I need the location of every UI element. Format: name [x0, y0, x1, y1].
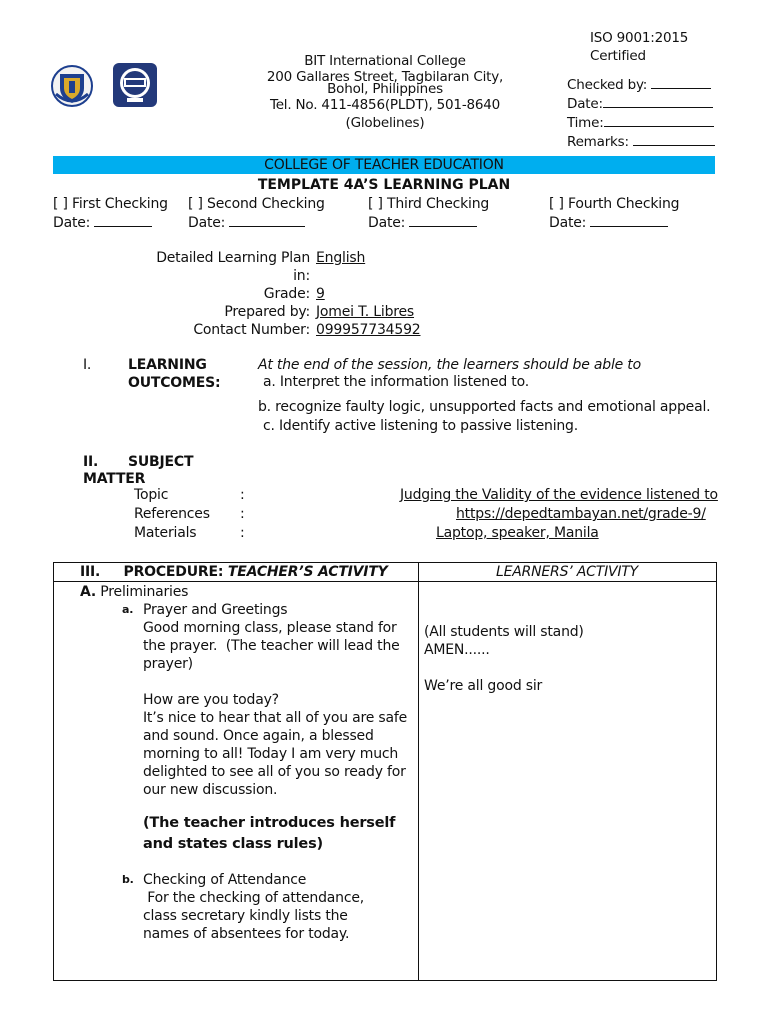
teacher-activity-heading: TEACHER’S ACTIVITY [227, 564, 388, 580]
prayer-line-3: prayer) [143, 656, 193, 672]
greeting-line-6: our new discussion. [143, 782, 278, 798]
contact-number-label: Contact Number: [193, 322, 310, 338]
greeting-line-3: and sound. Once again, a blessed [143, 728, 374, 744]
grade-label: Grade: [263, 286, 310, 302]
address-line-2: Bohol, Philippines [327, 81, 443, 97]
table-column-divider [418, 563, 419, 980]
checking-3-date: Date: [368, 215, 406, 231]
checking-1 [53, 195, 168, 233]
sub-b-title: Checking of Attendance [143, 872, 307, 888]
date-label: Date: [567, 96, 603, 112]
learners-activity-cell [424, 583, 714, 695]
plan-label-line-1: Detailed Learning Plan [156, 250, 310, 266]
table-header-divider [54, 581, 716, 582]
iso-line-2: Certified [590, 48, 646, 64]
prayer-line-1: Good morning class, please stand for [143, 620, 397, 636]
materials-label: Materials [134, 525, 197, 541]
outcomes-heading-line-1: LEARNING [128, 357, 207, 373]
checking-1-label: [ ] First Checking [53, 196, 168, 212]
outcomes-heading [128, 356, 220, 392]
time-blank [604, 114, 714, 127]
section-a-title: Preliminaries [100, 584, 189, 600]
greeting-line-5: delighted to see all of you so ready for [143, 764, 406, 780]
checking-4-blank [590, 214, 668, 227]
checking-4-date: Date: [549, 215, 587, 231]
checking-2 [188, 195, 325, 233]
section-a-letter: A. [80, 584, 97, 600]
checking-1-date: Date: [53, 215, 91, 231]
contact-number-value: 099957734592 [316, 322, 421, 338]
outcomes-heading-line-2: OUTCOMES: [128, 375, 221, 391]
plan-label [150, 249, 316, 285]
plan-label-line-2: in: [293, 268, 310, 284]
college-banner-text: COLLEGE OF TEACHER EDUCATION [264, 157, 504, 173]
sub-b-letter: b. [122, 873, 134, 886]
learner-response-1: (All students will stand) [424, 624, 584, 640]
attendance-line-2: class secretary kindly lists the [143, 908, 348, 924]
greeting-line-2: It’s nice to hear that all of you are safe [143, 710, 408, 726]
iso-certification [590, 29, 688, 65]
grade-value: 9 [316, 286, 325, 302]
references-colon: : [240, 506, 245, 522]
checked-by-label: Checked by: [567, 77, 648, 93]
attendance-line-3: names of absentees for today. [143, 926, 350, 942]
template-title: TEMPLATE 4A’S LEARNING PLAN [257, 177, 511, 193]
teacher-activity-cell [54, 583, 418, 943]
tuv-certification-logo [112, 62, 158, 108]
checking-4 [549, 195, 679, 233]
remarks-label: Remarks: [567, 134, 629, 150]
greeting-line-4: morning to all! Today I am very much [143, 746, 399, 762]
sub-a-letter: a. [122, 603, 134, 616]
college-seal-logo [50, 64, 94, 108]
outcome-item-b: b. recognize faulty logic, unsupported facts and emotional appeal. [258, 399, 711, 415]
outcome-item-c: c. Identify active listening to passive listening. [263, 418, 578, 434]
subject-matter-numeral: II. [83, 454, 99, 470]
subject-matter-heading-1: SUBJECT [128, 454, 194, 470]
attendance-line-1: For the checking of attendance, [143, 890, 364, 906]
learners-activity-header: LEARNERS’ ACTIVITY [495, 564, 639, 580]
outcome-item-a: a. Interpret the information listened to. [263, 374, 529, 390]
prepared-by-label: Prepared by: [224, 304, 310, 320]
time-label: Time: [567, 115, 604, 131]
subject-matter-heading-2: MATTER [83, 471, 146, 487]
references-value: https://depedtambayan.net/grade-9/ [456, 506, 706, 522]
checking-2-blank [229, 214, 305, 227]
prepared-by-value: Jomei T. Libres [316, 304, 415, 320]
materials-colon: : [240, 525, 245, 541]
teacher-activity-header [80, 564, 388, 580]
checking-4-label: [ ] Fourth Checking [549, 196, 680, 212]
college-address-block [240, 54, 530, 132]
greeting-line-1: How are you today? [143, 692, 279, 708]
topic-value: Judging the Validity of the evidence listened to [400, 487, 718, 503]
learner-response-3: We’re all good sir [424, 678, 543, 694]
sub-a-title: Prayer and Greetings [143, 602, 288, 618]
checking-1-blank [94, 214, 152, 227]
plan-subject-value: English [316, 250, 366, 266]
plan-info-block [150, 249, 421, 339]
checked-by-blank [651, 76, 711, 89]
topic-colon: : [240, 487, 245, 503]
procedure-table [53, 562, 717, 981]
checking-2-label: [ ] Second Checking [188, 196, 325, 212]
references-label: References [134, 506, 210, 522]
learner-response-2: AMEN...... [424, 642, 490, 658]
remarks-blank [633, 133, 715, 146]
checking-2-date: Date: [188, 215, 226, 231]
prayer-line-2: the prayer. (The teacher will lead the [143, 638, 400, 654]
procedure-heading: III. PROCEDURE: [80, 564, 228, 580]
tel-line: Tel. No. 411-4856(PLDT), 501-8640 [269, 96, 501, 113]
college-name: BIT International College [304, 53, 466, 69]
date-blank [603, 95, 713, 108]
checking-3-label: [ ] Third Checking [368, 196, 490, 212]
intro-bold-line-1: (The teacher introduces herself [143, 815, 396, 831]
checking-3 [368, 195, 489, 233]
iso-line-1: ISO 9001:2015 [590, 30, 689, 46]
outcomes-numeral: I. [83, 357, 92, 373]
checked-by-block [567, 76, 715, 152]
address-line-1: 200 Gallares Street, Tagbilaran City, [266, 68, 504, 85]
tel-line-2: (Globelines) [345, 115, 425, 131]
materials-value: Laptop, speaker, Manila [436, 525, 599, 541]
intro-bold-line-2: and states class rules) [143, 836, 323, 852]
checking-3-blank [409, 214, 477, 227]
topic-label: Topic [134, 487, 169, 503]
outcomes-intro: At the end of the session, the learners should be able to [258, 357, 641, 373]
